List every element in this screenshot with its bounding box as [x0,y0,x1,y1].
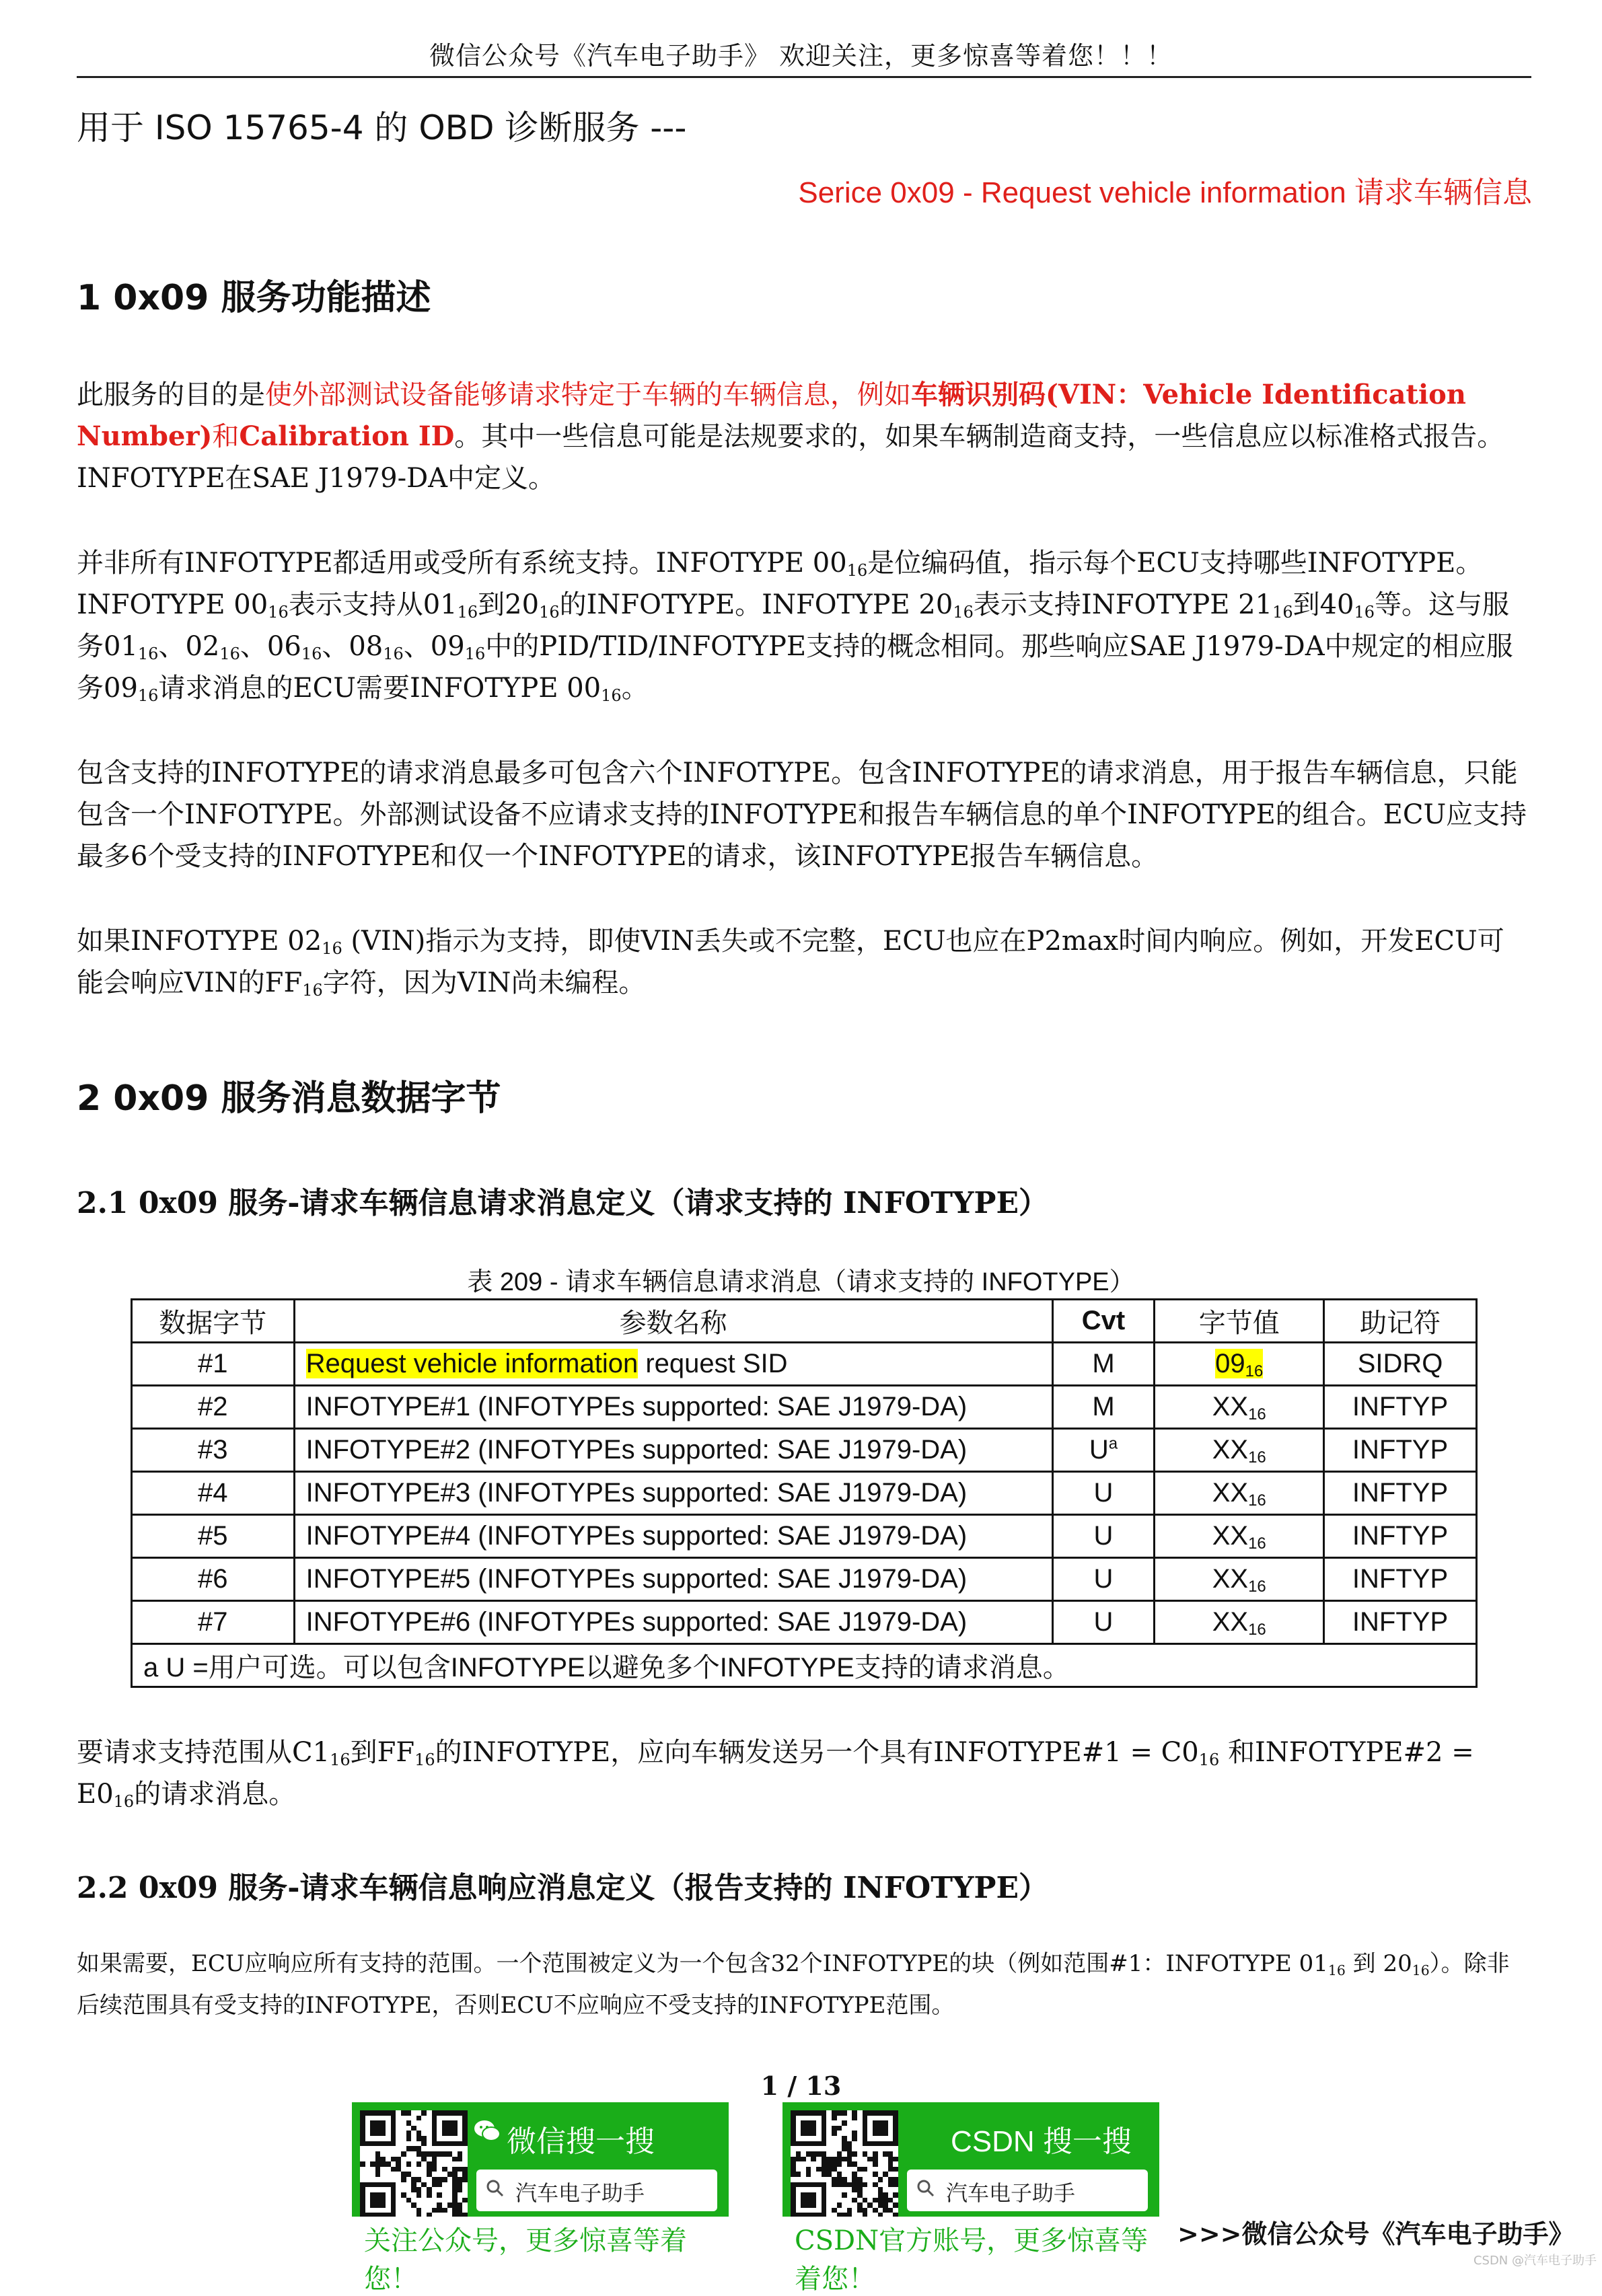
wechat-qr-code-icon [360,2110,468,2218]
wechat-icon [473,2117,501,2145]
section-1-paragraph-3: 包含支持的INFOTYPE的请求消息最多可包含六个INFOTYPE。包含INFOTYPE的请求消息，用于报告车辆信息，只能包含一个INFOTYPE。外部测试设备不应请求支持的INFOTYPE和报告车辆信息的单个INFOTYPE的组合。ECU应支持最多6个受支持的INFOTYPE和仅一个INFOTYPE的请求，该INFOTYPE报告车辆信息。 [77,757,1527,872]
wechat-search-box[interactable] [476,2170,717,2211]
csdn-search-box[interactable] [907,2170,1148,2211]
cvt-value: U [1093,1478,1114,1508]
csdn-search-text: 汽车电子助手 [946,2180,1076,2206]
cvt-footnote-marker: a [1108,1434,1118,1453]
wechat-banner-footer: 关注公众号，更多惊喜等着您！ [352,2217,729,2256]
cell-mnemonic: INFTYP [1324,1472,1477,1515]
cvt-value: U [1093,1607,1114,1637]
column-header: Cvt [1052,1300,1155,1343]
cell-parameter-name [294,1386,1052,1429]
cvt-value: U [1093,1521,1114,1551]
document-title: 用于 ISO 15765-4 的 OBD 诊断服务 --- [77,108,687,147]
byte-value: $09_{16}$ [1215,1349,1264,1380]
cell-byte-value [1155,1515,1324,1558]
byte-value: $XX_{16}$ [1212,1392,1266,1423]
byte-value: $XX_{16}$ [1212,1435,1266,1467]
parameter-text: INFOTYPE#3 (INFOTYPEs supported: SAE J1979-DA) [305,1478,968,1508]
cell-parameter-name [294,1601,1052,1644]
page-number: 1 / 13 [760,2071,842,2101]
section-2-2-heading: 2.2 0x09 服务-请求车辆信息响应消息定义（报告支持的 INFOTYPE） [77,1871,1048,1905]
table-row [132,1558,1477,1601]
section-2-heading: 2 0x09 服务消息数据字节 [77,1078,501,1119]
cell-cvt [1052,1601,1155,1644]
watermark: CSDN @汽车电子助手 [1473,2254,1597,2268]
section-2-1-after-text: 要请求支持范围从$C1_{16}$到$FF_{16}$的INFOTYPE，应向车辆发送另一个具有INFOTYPE#1 = $C0_{16}$ 和INFOTYPE#2 = $E0_{16}$的请求消息。 [77,1737,1474,1811]
wechat-banner[interactable] [352,2102,729,2295]
byte-value: $XX_{16}$ [1212,1478,1266,1510]
cell-mnemonic: INFTYP [1324,1429,1477,1472]
table-row [132,1472,1477,1515]
csdn-qr-code-icon [791,2110,898,2218]
byte-value: $XX_{16}$ [1212,1564,1266,1596]
table-row [132,1515,1477,1558]
table-footnote: a U =用户可选。可以包含INFOTYPE以避免多个INFOTYPE支持的请求消息。 [132,1644,1477,1687]
byte-value: $XX_{16}$ [1212,1521,1266,1553]
section-2-1-heading: 2.1 0x09 服务-请求车辆信息请求消息定义（请求支持的 INFOTYPE） [77,1186,1048,1220]
table-row [132,1429,1477,1472]
cell-byte-value [1155,1386,1324,1429]
header-divider [77,76,1531,78]
footer-note: >>>微信公众号《汽车电子助手》 [1177,2219,1574,2249]
cell-cvt [1052,1558,1155,1601]
parameter-text: INFOTYPE#5 (INFOTYPEs supported: SAE J1979-DA) [305,1564,968,1594]
parameter-text: INFOTYPE#6 (INFOTYPEs supported: SAE J1979-DA) [305,1607,968,1637]
cell-data-byte: #3 [132,1429,295,1472]
cell-data-byte: #6 [132,1558,295,1601]
cvt-value: U [1093,1564,1114,1594]
section-1-paragraph-4: 如果INFOTYPE $02_{16}$ (VIN)指示为支持，即使VIN丢失或不完整，ECU也应在P2max时间内响应。例如，开发ECU可能会响应VIN的$FF_{16}$字符，因为VIN尚未编程。 [77,926,1504,1000]
cvt-value: U [1089,1435,1109,1465]
cell-data-byte: #5 [132,1515,295,1558]
cell-cvt [1052,1343,1155,1386]
cell-cvt [1052,1515,1155,1558]
cell-parameter-name [294,1515,1052,1558]
cell-data-byte: #2 [132,1386,295,1429]
cell-mnemonic: SIDRQ [1324,1343,1477,1386]
cell-cvt [1052,1472,1155,1515]
cell-byte-value [1155,1343,1324,1386]
table-row [132,1386,1477,1429]
section-1-paragraph-1: 此服务的目的是使外部测试设备能够请求特定于车辆的车辆信息，例如车辆识别码(VIN：Vehicle Identification Number)和Calibration ID。其中一些信息可能是法规要求的，如果车辆制造商支持，一些信息应以标准格式报告。INFOTYPE在SAE J1979-DA中定义。 [77,379,1504,494]
parameter-text: request SID [638,1349,788,1378]
cell-byte-value [1155,1429,1324,1472]
section-1-heading: 1 0x09 服务功能描述 [77,278,431,318]
parameter-text: INFOTYPE#1 (INFOTYPEs supported: SAE J1979-DA) [305,1392,968,1421]
csdn-banner-title: CSDN 搜一搜 [951,2125,1132,2158]
cvt-value: M [1092,1392,1115,1421]
byte-value: $XX_{16}$ [1212,1607,1266,1639]
table-caption: 表 209 - 请求车辆信息请求消息（请求支持的 INFOTYPE） [467,1268,1135,1296]
cell-parameter-name [294,1558,1052,1601]
cell-byte-value [1155,1558,1324,1601]
cell-mnemonic: INFTYP [1324,1515,1477,1558]
wechat-search-text: 汽车电子助手 [515,2180,645,2206]
cell-parameter-name [294,1343,1052,1386]
cell-data-byte: #7 [132,1601,295,1644]
column-header: 参数名称 [294,1300,1052,1343]
column-header: 字节值 [1155,1300,1324,1343]
cell-cvt [1052,1386,1155,1429]
search-icon [916,2179,935,2198]
page-header: 微信公众号《汽车电子助手》 欢迎关注，更多惊喜等着您！！！ [429,41,1173,71]
parameter-text: INFOTYPE#4 (INFOTYPEs supported: SAE J1979-DA) [305,1521,968,1551]
document-subtitle: Serice 0x09 - Request vehicle information 请求车辆信息 [798,176,1532,209]
cell-parameter-name [294,1472,1052,1515]
cell-byte-value [1155,1472,1324,1515]
cell-data-byte: #4 [132,1472,295,1515]
table-row [132,1601,1477,1644]
parameter-text: INFOTYPE#2 (INFOTYPEs supported: SAE J1979-DA) [305,1435,968,1465]
cvt-value: M [1092,1349,1115,1378]
cell-mnemonic: INFTYP [1324,1386,1477,1429]
highlighted-text: Request vehicle information [305,1349,639,1378]
table-note-row [132,1644,1477,1687]
search-icon [486,2179,505,2198]
cell-byte-value [1155,1601,1324,1644]
csdn-banner[interactable] [782,2102,1159,2295]
section-2-2-paragraph: 如果需要，ECU应响应所有支持的范围。一个范围被定义为一个包含32个INFOTYPE的块（例如范围#1：INFOTYPE $01_{16}$ 到 $20_{16}$）。除非后续范围具有受支持的INFOTYPE，否则ECU不应响应不受支持的INFOTYPE范围。 [77,1950,1510,2019]
section-1-paragraph-2: 并非所有INFOTYPE都适用或受所有系统支持。INFOTYPE $00_{16}$是位编码值，指示每个ECU支持哪些INFOTYPE。INFOTYPE $00_{16}$表示支持从$01_{16}$到$20_{16}$的INFOTYPE。INFOTYPE $20_{16}$表示支持INFOTYPE $21_{16}$到$40_{16}$等。这与服务$01_{16}$、$02_{16}$、$06_{16}$、$08_{16}$、$09_{16}$中的PID/TID/INFOTYPE支持的概念相同。那些响应SAE J1979-DA中规定的相应服务$09_{16}$请求消息的ECU需要INFOTYPE $00_{16}$。 [77,548,1513,705]
request-message-table [131,1298,1478,1688]
cell-parameter-name [294,1429,1052,1472]
table-row [132,1343,1477,1386]
wechat-banner-title: 微信搜一搜 [507,2124,655,2159]
table-header-row [132,1300,1477,1343]
cell-mnemonic: INFTYP [1324,1558,1477,1601]
column-header: 助记符 [1324,1300,1477,1343]
cell-mnemonic: INFTYP [1324,1601,1477,1644]
cell-data-byte: #1 [132,1343,295,1386]
column-header: 数据字节 [132,1300,295,1343]
csdn-banner-footer: CSDN官方账号，更多惊喜等着您！ [782,2217,1159,2256]
cell-cvt [1052,1429,1155,1472]
